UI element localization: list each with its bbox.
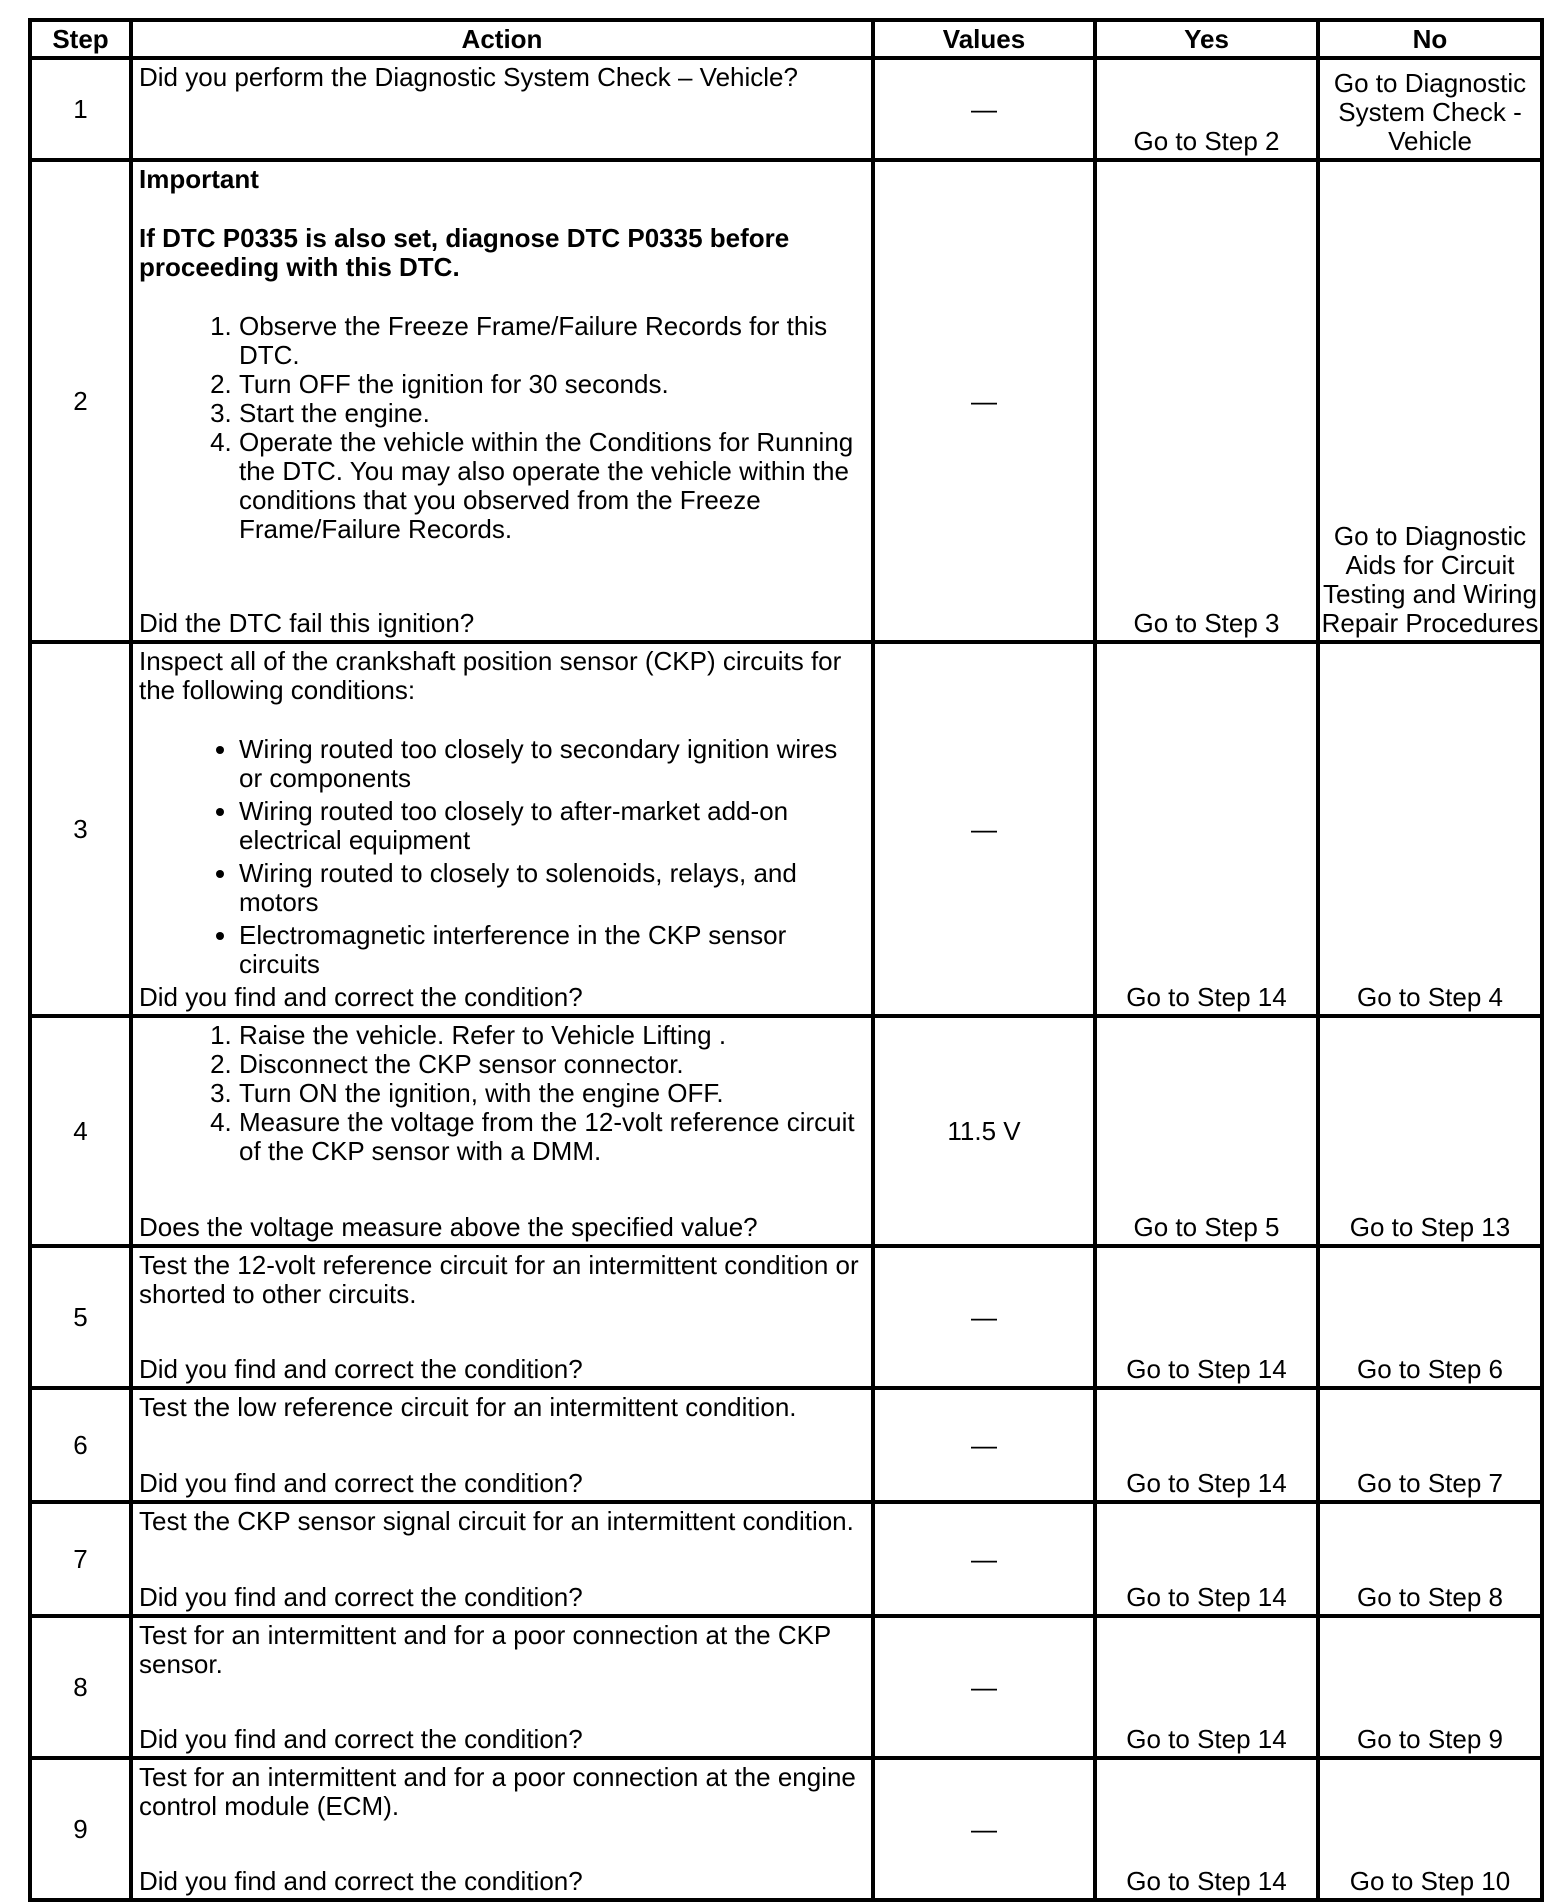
action-cell [131, 1388, 873, 1502]
procedure-step: 2. Disconnect the CKP sensor connector. [239, 1050, 865, 1079]
table-row-step-6 [30, 1388, 1542, 1502]
action-question: Did you find and correct the condition? [139, 982, 583, 1012]
value-text: — [971, 1301, 997, 1332]
value-text: — [971, 93, 997, 124]
action-question: Did you find and correct the condition? [139, 1354, 583, 1384]
action-content [133, 1390, 871, 1500]
action-cell [131, 1016, 873, 1246]
yes-link[interactable]: Go to Step 14 [1095, 1388, 1318, 1502]
step-number: 1 [30, 58, 131, 160]
condition-list [139, 735, 865, 979]
procedure-step: 2. Turn OFF the ignition for 30 seconds. [239, 370, 865, 399]
no-link[interactable]: Go to Step 6 [1318, 1246, 1542, 1388]
action-cell [131, 642, 873, 1016]
diagnostic-table [28, 18, 1544, 1902]
procedure-step: 1. Raise the vehicle. Refer to Vehicle Lifting . [239, 1021, 865, 1050]
step-number: 5 [30, 1246, 131, 1388]
step-number: 2 [30, 160, 131, 642]
step-number: 7 [30, 1502, 131, 1616]
procedure-step: 4. Measure the voltage from the 12-volt reference circuit of the CKP sensor with a DMM. [239, 1108, 865, 1166]
action-question: Did you find and correct the condition? [139, 1468, 583, 1498]
action-question: Does the voltage measure above the specified value? [139, 1212, 758, 1242]
value-text: — [971, 1671, 997, 1702]
no-link[interactable]: Go to Diagnostic System Check - Vehicle [1318, 58, 1542, 160]
value-text: — [971, 1429, 997, 1460]
table-row-step-7 [30, 1502, 1542, 1616]
yes-link[interactable]: Go to Step 14 [1095, 1616, 1318, 1758]
yes-link[interactable]: Go to Step 2 [1095, 58, 1318, 160]
procedure-step: 4. Operate the vehicle within the Conditions for Running the DTC. You may also operate the vehicle within the conditions that you observed from the Freeze Frame/Failure Records. [239, 428, 865, 544]
no-link[interactable]: Go to Step 9 [1318, 1616, 1542, 1758]
action-question: Did you find and correct the condition? [139, 1866, 583, 1896]
action-text: Did you perform the Diagnostic System Check – Vehicle? [139, 62, 798, 92]
condition-item: • Wiring routed to closely to solenoids, relays, and motors [239, 859, 865, 917]
procedure-list [139, 312, 865, 544]
value-text: — [971, 1543, 997, 1574]
action-question: Did you find and correct the condition? [139, 1724, 583, 1754]
no-link[interactable]: Go to Step 10 [1318, 1758, 1542, 1900]
action-text: Inspect all of the crankshaft position sensor (CKP) circuits for the following conditions: [139, 646, 842, 705]
header-row [30, 20, 1542, 58]
no-link[interactable]: Go to Step 13 [1318, 1016, 1542, 1246]
action-text: Test the low reference circuit for an intermittent condition. [139, 1392, 797, 1422]
values-cell [873, 642, 1095, 1016]
value-text: 11.5 V [947, 1115, 1021, 1146]
action-body [139, 647, 865, 983]
action-cell [131, 58, 873, 160]
values-cell [873, 1502, 1095, 1616]
procedure-step: 3. Start the engine. [239, 399, 865, 428]
action-content [133, 644, 871, 1014]
table-row-step-3 [30, 642, 1542, 1016]
step-number: 4 [30, 1016, 131, 1246]
action-cell [131, 1616, 873, 1758]
important-heading: Important [139, 164, 259, 194]
action-question: Did the DTC fail this ignition? [139, 608, 475, 638]
header-yes: Yes [1095, 20, 1318, 58]
procedure-list [139, 1021, 865, 1166]
action-content [133, 1504, 871, 1614]
header-values: Values [873, 20, 1095, 58]
no-link[interactable]: Go to Step 4 [1318, 642, 1542, 1016]
action-content [133, 1618, 871, 1756]
procedure-step: 1. Observe the Freeze Frame/Failure Records for this DTC. [239, 312, 865, 370]
action-cell [131, 1758, 873, 1900]
value-text: — [971, 385, 997, 416]
no-link[interactable]: Go to Step 7 [1318, 1388, 1542, 1502]
important-text: If DTC P0335 is also set, diagnose DTC P0335 before proceeding with this DTC. [139, 223, 790, 282]
procedure-step: 3. Turn ON the ignition, with the engine OFF. [239, 1079, 865, 1108]
action-text: Test for an intermittent and for a poor connection at the engine control module (ECM). [139, 1762, 856, 1821]
condition-item: • Electromagnetic interference in the CKP sensor circuits [239, 921, 865, 979]
action-content [133, 162, 871, 640]
values-cell [873, 1616, 1095, 1758]
action-content [133, 60, 871, 158]
yes-link[interactable]: Go to Step 14 [1095, 1246, 1318, 1388]
table-row-step-2 [30, 160, 1542, 642]
step-number: 8 [30, 1616, 131, 1758]
values-cell [873, 1758, 1095, 1900]
value-text: — [971, 813, 997, 844]
values-cell [873, 58, 1095, 160]
values-cell [873, 1246, 1095, 1388]
action-question: Did you find and correct the condition? [139, 1582, 583, 1612]
table-row-step-8 [30, 1616, 1542, 1758]
action-cell [131, 160, 873, 642]
value-text: — [971, 1813, 997, 1844]
yes-link[interactable]: Go to Step 14 [1095, 1502, 1318, 1616]
values-cell [873, 1016, 1095, 1246]
header-action: Action [131, 20, 873, 58]
values-cell [873, 160, 1095, 642]
action-content [133, 1248, 871, 1386]
step-number: 6 [30, 1388, 131, 1502]
table-row-step-9 [30, 1758, 1542, 1900]
values-cell [873, 1388, 1095, 1502]
table-row-step-4 [30, 1016, 1542, 1246]
no-link[interactable]: Go to Diagnostic Aids for Circuit Testing and Wiring Repair Procedures [1318, 160, 1542, 642]
yes-link[interactable]: Go to Step 5 [1095, 1016, 1318, 1246]
yes-link[interactable]: Go to Step 14 [1095, 642, 1318, 1016]
yes-link[interactable]: Go to Step 3 [1095, 160, 1318, 642]
action-cell [131, 1246, 873, 1388]
yes-link[interactable]: Go to Step 14 [1095, 1758, 1318, 1900]
action-cell [131, 1502, 873, 1616]
header-step: Step [30, 20, 131, 58]
action-body [139, 165, 865, 544]
step-number: 9 [30, 1758, 131, 1900]
table-row-step-1 [30, 58, 1542, 160]
header-no: No [1318, 20, 1542, 58]
action-content [133, 1760, 871, 1898]
condition-item: • Wiring routed too closely to after-market add-on electrical equipment [239, 797, 865, 855]
condition-item: • Wiring routed too closely to secondary ignition wires or components [239, 735, 865, 793]
table-row-step-5 [30, 1246, 1542, 1388]
action-text: Test the 12-volt reference circuit for an intermittent condition or shorted to other circuits. [139, 1250, 859, 1309]
step-number: 3 [30, 642, 131, 1016]
no-link[interactable]: Go to Step 8 [1318, 1502, 1542, 1616]
action-text: Test the CKP sensor signal circuit for an intermittent condition. [139, 1506, 854, 1536]
action-text: Test for an intermittent and for a poor connection at the CKP sensor. [139, 1620, 831, 1679]
action-content [133, 1018, 871, 1244]
